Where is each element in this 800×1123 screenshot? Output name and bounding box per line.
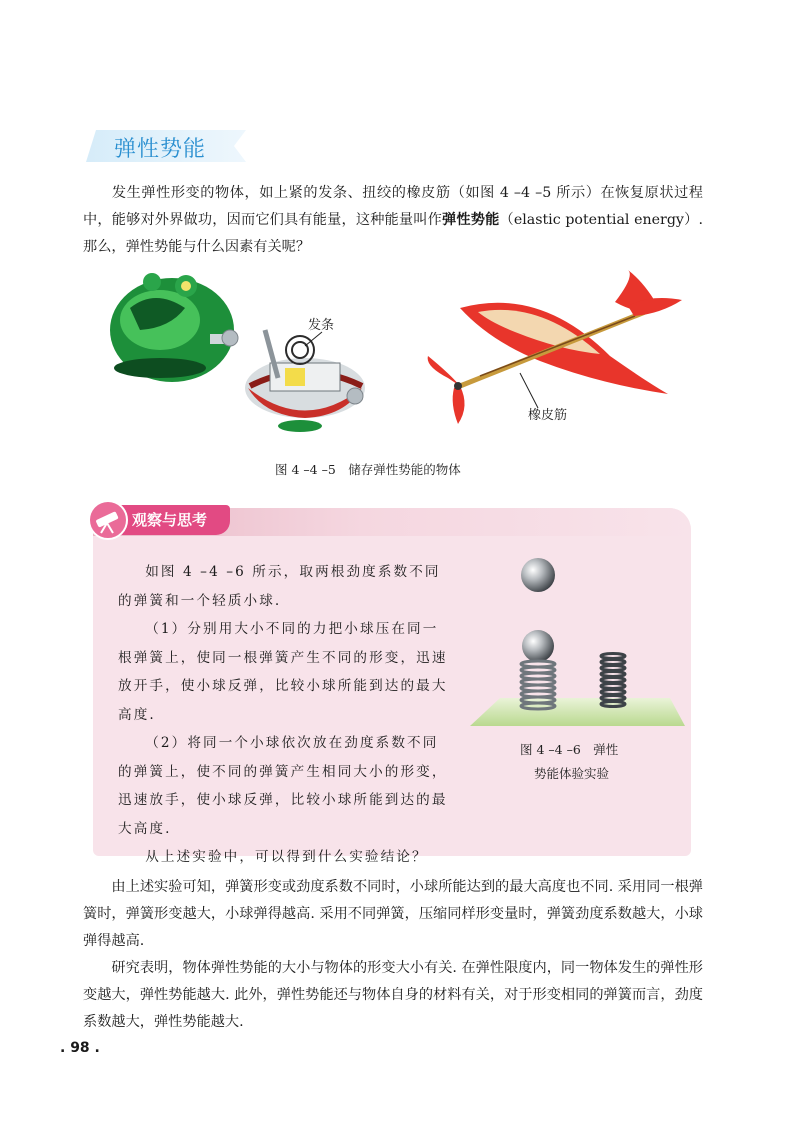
spring-experiment-figure: [470, 548, 685, 730]
observe-para-2: （1）分别用大小不同的力把小球压在同一根弹簧上，使同一根弹簧产生不同的形变，迅速放开手，使小球反弹，比较小球所能到达的最大高度.: [118, 621, 448, 723]
conclusion-paragraph-1: 由上述实验可知，弹簧形变或劲度系数不同时，小球所能达到的最大高度也不同. 采用同一根弹簧时，弹簧形变越大，小球弹得越高. 采用不同弹簧，压缩同样形变量时，弹簧劲度系数越大，小球弹得越高.: [83, 879, 703, 949]
bouncing-ball-top: [521, 558, 555, 592]
section-title: [86, 130, 246, 162]
observe-para-4: 从上述实验中，可以得到什么实验结论？: [145, 849, 428, 865]
leader-line-rubber: [520, 373, 538, 408]
telescope-icon: [87, 499, 129, 541]
observe-para-1: 如图 4 –4 –6 所示，取两根劲度系数不同的弹簧和一个轻质小球.: [118, 564, 441, 609]
conclusion-paragraph-2: 研究表明，物体弹性势能的大小与物体的形变大小有关. 在弹性限度内，同一物体发生的弹性形变越大，弹性势能越大. 此外，弹性势能还与物体自身的材料有关，对于形变相同的弹簧而言，劲度系数越大，弹性势能越大.: [83, 960, 703, 1030]
spring-left: [521, 661, 555, 709]
frog-toy-figure: [100, 268, 400, 443]
section-title-text: 弹性势能: [114, 137, 207, 162]
figure-446-caption-line2: 势能体验实验: [534, 766, 610, 781]
ball-on-spring: [522, 630, 554, 662]
toy-airplane-illustration: [428, 270, 682, 424]
key-term: 弹性势能: [442, 212, 500, 228]
figure-446-caption-line1: 图 4 –4 –6 弹性: [520, 742, 619, 757]
ground-plane: [470, 698, 685, 726]
page-number: . 98 .: [60, 1040, 100, 1056]
intro-paragraph: [83, 180, 703, 261]
tin-frog-illustration: [110, 273, 238, 382]
intro-text-before: 发生弹性形变的物体，如上紧的发条、扭绞的橡皮筋（如图 4 –4 –5 所示）在恢复原状过程中，能够对外界做功，因而它们具有能量，这种能量叫作: [83, 185, 703, 228]
observe-para-3: （2）将同一个小球依次放在劲度系数不同的弹簧上，使不同的弹簧产生相同大小的形变，迅速放手，使小球反弹，比较小球所能到达的最大高度.: [118, 735, 448, 837]
label-spring: 发条: [308, 318, 335, 333]
label-rubber-band: 橡皮筋: [528, 408, 568, 423]
figure-445-caption: 图 4 –4 –5 储存弹性势能的物体: [275, 462, 461, 477]
open-mechanism-illustration: [245, 330, 365, 432]
observe-think-label: 观察与思考: [132, 511, 208, 529]
intro-text-after: （elastic potential energy）. 那么，弹性势能与什么因素有关呢？: [83, 212, 703, 255]
observe-instructions: [118, 558, 448, 872]
